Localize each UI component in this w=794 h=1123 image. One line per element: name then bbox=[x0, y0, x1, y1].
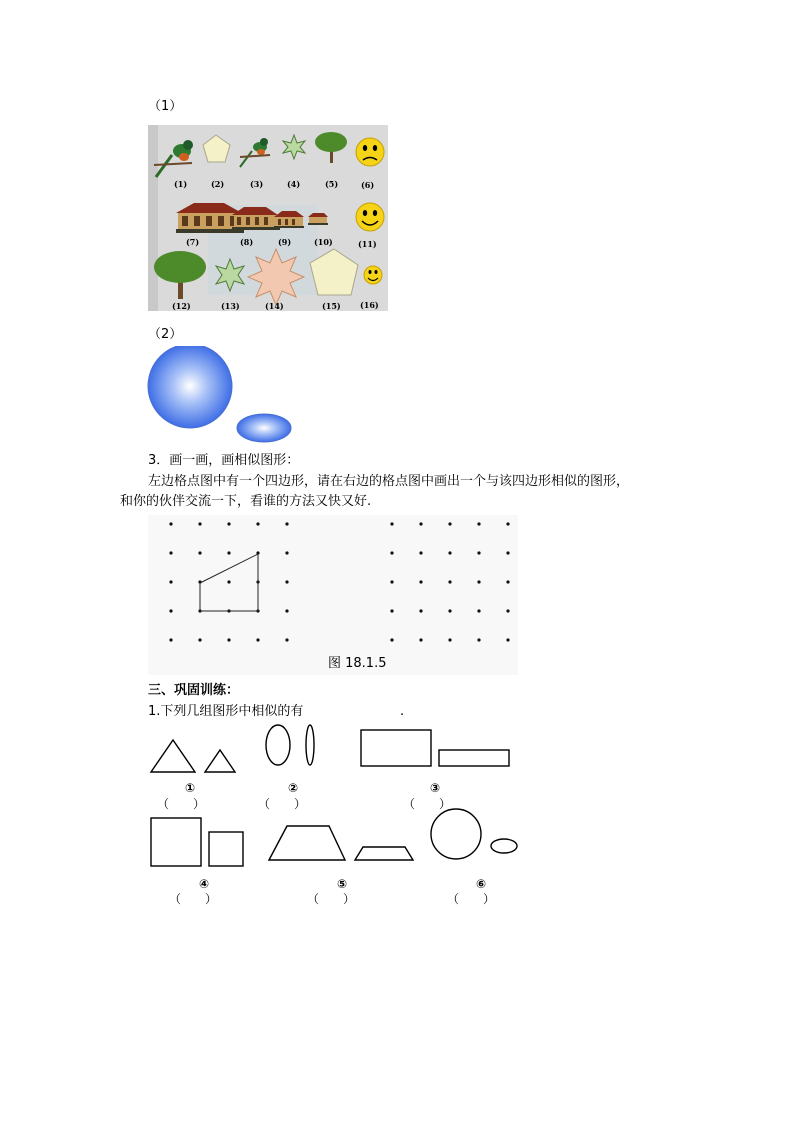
section3-q1: 1.下列几组图形中相似的有 bbox=[148, 704, 304, 719]
grid-dot bbox=[169, 609, 172, 612]
grid-dot bbox=[477, 580, 480, 583]
grid-dot bbox=[285, 522, 288, 525]
grid-dot bbox=[477, 638, 480, 641]
figure-caption: 图 18.1.5 bbox=[328, 656, 387, 671]
trapezoid-large bbox=[269, 826, 345, 860]
smile-face-icon bbox=[356, 203, 384, 231]
q3-line1: 左边格点图中有一个四边形，请在右边的格点图中画出一个与该四边形相似的图形， bbox=[148, 474, 630, 489]
grid-dot bbox=[477, 609, 480, 612]
grid-dot bbox=[169, 638, 172, 641]
section3-heading: 三、巩固训练： bbox=[148, 683, 240, 698]
shape-groups bbox=[145, 720, 525, 910]
group-5-answer: （ ） bbox=[307, 892, 356, 906]
grid-dot bbox=[419, 551, 422, 554]
grid-dot bbox=[506, 580, 509, 583]
grid-dot bbox=[448, 609, 451, 612]
grid-dot bbox=[227, 580, 230, 583]
square-large bbox=[151, 818, 201, 866]
grid-dot bbox=[506, 638, 509, 641]
group-4-number: ④ bbox=[199, 877, 210, 891]
grid-dot bbox=[390, 609, 393, 612]
ellipse-wide bbox=[266, 725, 290, 765]
rectangle-long bbox=[439, 750, 509, 766]
grid-dot bbox=[448, 580, 451, 583]
grid-dot bbox=[390, 522, 393, 525]
group-5-number: ⑤ bbox=[337, 877, 348, 891]
grid-dot bbox=[448, 522, 451, 525]
group-6-answer: （ ） bbox=[447, 892, 496, 906]
rectangle-large bbox=[361, 730, 431, 766]
caption-10: (10) bbox=[314, 237, 333, 247]
grid-dot bbox=[419, 609, 422, 612]
grid-dot bbox=[227, 522, 230, 525]
grid-dot bbox=[419, 580, 422, 583]
caption-7: (7) bbox=[186, 237, 200, 247]
triangle-large bbox=[151, 740, 195, 772]
group-1-number: ① bbox=[185, 781, 196, 795]
triangle-small bbox=[205, 750, 235, 772]
caption-11: (11) bbox=[358, 239, 377, 249]
similar-figures-panel bbox=[148, 125, 388, 311]
ellipse-narrow bbox=[306, 725, 314, 765]
section3-q1-end: . bbox=[400, 704, 405, 719]
group-2-number: ② bbox=[288, 781, 299, 795]
grid-dot bbox=[169, 551, 172, 554]
caption-4: (4) bbox=[287, 179, 301, 189]
caption-16: (16) bbox=[360, 300, 379, 310]
grid-dot bbox=[390, 551, 393, 554]
grid-dot bbox=[506, 609, 509, 612]
caption-13: (13) bbox=[221, 301, 240, 311]
grid-dot bbox=[198, 522, 201, 525]
blue-circle bbox=[148, 346, 232, 428]
grid-dot bbox=[198, 638, 201, 641]
caption-1: (1) bbox=[174, 179, 188, 189]
blue-ellipse bbox=[237, 414, 291, 442]
group-6-number: ⑥ bbox=[476, 877, 487, 891]
grid-dot bbox=[285, 580, 288, 583]
grid-dot bbox=[506, 551, 509, 554]
house-tiny-icon bbox=[308, 213, 328, 225]
smile-face-small-icon bbox=[364, 266, 382, 284]
grid-dot bbox=[419, 522, 422, 525]
grid-dot bbox=[506, 522, 509, 525]
grid-dot bbox=[448, 551, 451, 554]
q3-line2: 和你的伙伴交流一下，看谁的方法又快又好. bbox=[120, 494, 372, 509]
caption-2: (2) bbox=[211, 179, 225, 189]
caption-12: (12) bbox=[172, 301, 191, 311]
caption-14: (14) bbox=[265, 301, 284, 311]
group-3-number: ③ bbox=[430, 781, 441, 795]
caption-5: (5) bbox=[325, 179, 339, 189]
dot-grid-figure bbox=[148, 515, 518, 675]
circle-large bbox=[431, 809, 481, 859]
caption-9: (9) bbox=[278, 237, 292, 247]
grid-dot bbox=[477, 522, 480, 525]
grid-dot bbox=[419, 638, 422, 641]
caption-6: (6) bbox=[361, 180, 375, 190]
group-4-answer: （ ） bbox=[169, 892, 218, 906]
grid-dot bbox=[198, 551, 201, 554]
part2-label: （2） bbox=[148, 327, 183, 342]
grid-dot bbox=[227, 638, 230, 641]
q3-title: 3．画一画，画相似图形： bbox=[148, 453, 300, 468]
grid-dot bbox=[169, 522, 172, 525]
trapezoid-small bbox=[355, 847, 413, 860]
part1-label: （1） bbox=[148, 99, 183, 114]
grid-dot bbox=[169, 580, 172, 583]
grid-dot bbox=[285, 609, 288, 612]
caption-15: (15) bbox=[322, 301, 341, 311]
square-small bbox=[209, 832, 243, 866]
grid-dot bbox=[285, 551, 288, 554]
sad-face-icon bbox=[356, 138, 384, 166]
grid-dot bbox=[390, 638, 393, 641]
caption-8: (8) bbox=[240, 237, 254, 247]
caption-3: (3) bbox=[250, 179, 264, 189]
grid-dot bbox=[390, 580, 393, 583]
grid-dot bbox=[256, 638, 259, 641]
group-2-answer: （ ） bbox=[258, 797, 307, 811]
grid-dot bbox=[256, 522, 259, 525]
octagram-icon bbox=[248, 249, 304, 305]
grid-dot bbox=[227, 551, 230, 554]
group-3-answer: （ ） bbox=[403, 797, 452, 811]
group-1-answer: （ ） bbox=[157, 797, 206, 811]
ellipse-small bbox=[491, 839, 517, 853]
circle-ellipse-figure bbox=[146, 346, 296, 446]
grid-dot bbox=[448, 638, 451, 641]
grid-dot bbox=[285, 638, 288, 641]
grid-dot bbox=[477, 551, 480, 554]
